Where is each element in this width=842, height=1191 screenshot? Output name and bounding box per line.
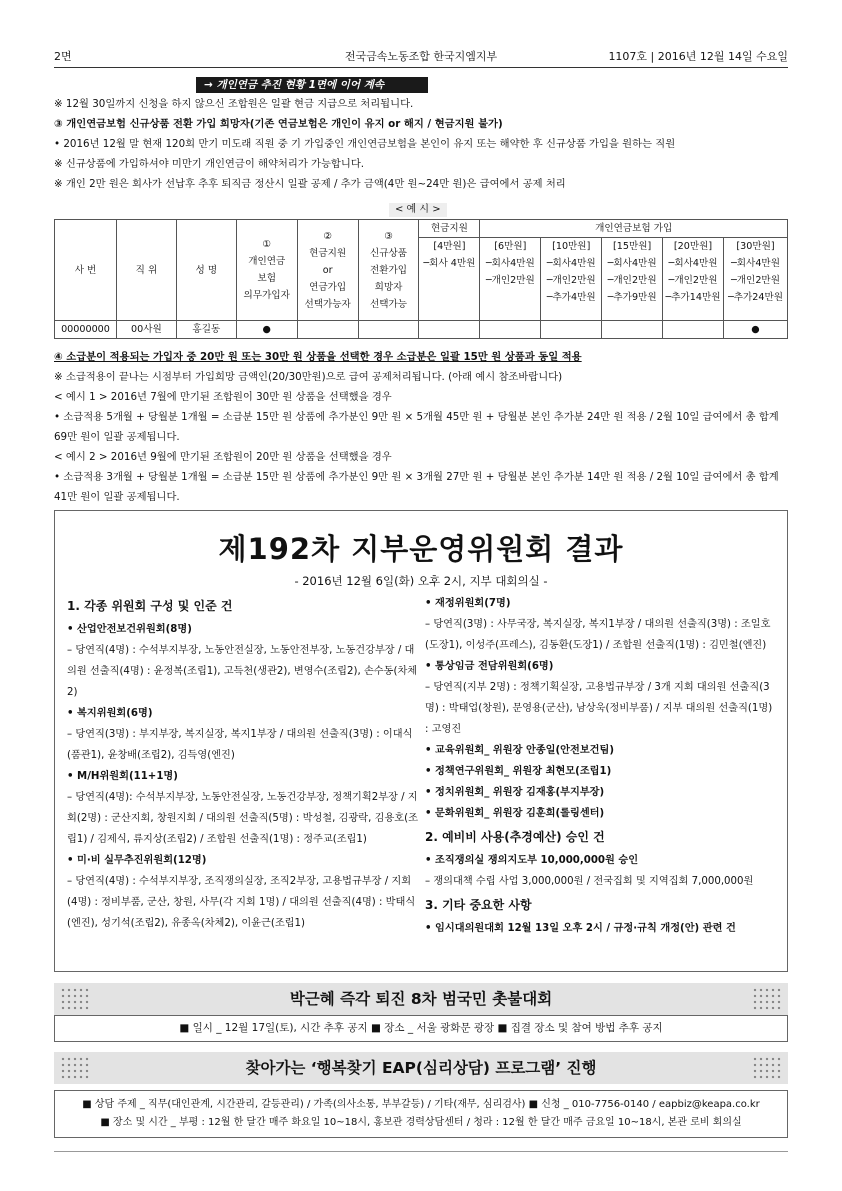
intro-line: ※ 개인 2만 원은 회사가 선납후 추후 퇴직금 정산시 일괄 공제 / 추가 금액(4만 원~24만 원)은 급여에서 공제 처리	[54, 178, 566, 190]
cell-plan-4	[419, 321, 480, 339]
example-label: < 예 시 >	[389, 203, 447, 217]
page-number: 2면	[54, 50, 72, 63]
intro-line: ※ 신규상품에 가입하셔야 미만기 개인연금이 해약처리가 가능합니다.	[54, 158, 365, 170]
committee-text: – 당연직(지부 2명) : 정책기획실장, 고용법규부장 / 3개 지회 대의원 선출직(3명) : 박태업(창원), 문영용(군산), 남상욱(정비부품) / 지부 대의원 선출직(1명) : 고영진	[425, 682, 773, 735]
committee-item: • 정책연구위원회_ 위원장 최현모(조립1)	[425, 766, 612, 777]
header-option3: ③ 신규상품 전환가입 희망자 선택가능	[358, 220, 419, 321]
issue-info: 1107호 | 2016년 12월 14일 수요일	[608, 50, 788, 63]
committee-title: • 복지위원회(6명)	[67, 708, 153, 719]
example2-title: < 예시 2 > 2016년 9월에 만기된 조합원이 20만 원 상품을 선택했을 경우	[54, 451, 392, 463]
cell-name: 홍길동	[176, 321, 236, 339]
table-row	[55, 321, 788, 339]
cell-position: 00사원	[116, 321, 176, 339]
committee-item: • 정치위원회_ 위원장 김재홍(부지부장)	[425, 787, 605, 798]
committee-text: – 당연직(4명) : 수석부지부장, 노동안전실장, 노동안전부장, 노동건강부장 / 대의원 선출직(4명) : 윤정복(조립1), 고득천(생관2), 변영수(조립2), 손수동(차체2)	[67, 645, 418, 698]
header-cash: 현금지원	[419, 220, 480, 238]
plan-10: [10만원] ─회사4만원 ─개인2만원 ─추가4만원	[541, 238, 602, 321]
cell-option3	[358, 321, 419, 339]
committee-text: – 당연직(3명) : 부지부장, 복지실장, 복지1부장 / 대의원 선출직(3명) : 이대식(품관1), 윤창배(조립2), 김득영(엔진)	[67, 729, 413, 761]
eap-line2: ■ 장소 및 시간 _ 부평 : 12월 한 달간 매주 화요일 10~18시, 홍보관 경력상담센터 / 청라 : 12월 한 달간 매주 금요일 10~18시, 본관 로비 회의실	[100, 1117, 742, 1128]
rally-info	[54, 1015, 788, 1042]
budget-text: – 쟁의대책 수립 사업 3,000,000원 / 전국집회 및 지역집회 7,000,000원	[425, 876, 754, 887]
meeting-left-column	[67, 593, 419, 934]
intro-line: • 2016년 12월 말 현재 120회 만기 미도래 직원 중 기 가입중인 개인연금보험을 본인이 유지 또는 해약한 후 신규상품 가입을 원하는 직원	[54, 138, 676, 150]
cell-option2	[297, 321, 358, 339]
example1-text: • 소급적용 5개월 + 당월분 1개월 = 소급분 15만 원 상품에 추가분인 9만 원 × 5개월 45만 원 + 당월분 본인 추가분 24만 원 적용 / 2월 10일 급여에서 총 합계 69만 원이 일괄 공제됩니다.	[54, 411, 779, 443]
cell-plan-20	[663, 321, 724, 339]
committee-title: • M/H위원회(11+1명)	[67, 771, 178, 782]
other-item: • 임시대의원대회 12월 13일 오후 2시 / 규정·규칙 개정(안) 관련 건	[425, 923, 736, 934]
committee-title: • 산업안전보건위원회(8명)	[67, 624, 192, 635]
plan-6: [6만원] ─회사4만원 ─개인2만원	[480, 238, 541, 321]
section4	[54, 347, 788, 507]
committee-title: • 미·비 실무추진위원회(12명)	[67, 855, 207, 866]
meeting-results-box	[54, 510, 788, 972]
plan-15: [15만원] ─회사4만원 ─개인2만원 ─추가9만원	[602, 238, 663, 321]
org-name: 전국금속노동조합 한국지엠지부	[344, 50, 498, 63]
committee-text: – 당연직(4명) : 수석부지부장, 조직쟁의실장, 조직2부장, 고용법규부장 / 지회(4명) : 정비부품, 군산, 창원, 사무(각 지회 1명) / 대의원 선출직(4명) : 박태식(엔진), 성기석(조립2), 유종옥(차체2), 이윤근(조립1)	[67, 876, 416, 929]
header-name: 성 명	[176, 220, 236, 321]
budget-item: • 조직쟁의실 쟁의지도부 10,000,000원 승인	[425, 855, 639, 866]
committee-item: • 문화위원회_ 위원장 김훈희(롤링센터)	[425, 808, 605, 819]
header-position: 직 위	[116, 220, 176, 321]
item3-heading: 3. 기타 중요한 사항	[425, 898, 532, 912]
intro-section	[54, 94, 788, 194]
intro-heading: ③ 개인연금보험 신규상품 전환 가입 희망자(기존 연금보험은 개인이 유지 or 해지 / 현금지원 불가)	[54, 118, 503, 130]
meeting-title: 제192차 지부운영위원회 결과	[218, 532, 624, 566]
cell-option1: ●	[236, 321, 297, 339]
page-header	[54, 50, 788, 68]
example-table	[54, 219, 788, 339]
cell-plan-10	[541, 321, 602, 339]
cell-plan-6	[480, 321, 541, 339]
eap-info	[54, 1090, 788, 1138]
header-option2: ② 현금지원 or 연금가입 선택가능자	[297, 220, 358, 321]
example1-title: < 예시 1 > 2016년 7월에 만기된 조합원이 30만 원 상품을 선택했을 경우	[54, 391, 392, 403]
item1-heading: 1. 각종 위원회 구성 및 인준 건	[67, 599, 233, 613]
plan-4: [4만원] ─회사 4만원	[419, 238, 480, 321]
meeting-right-column	[425, 593, 775, 939]
plan-20: [20만원] ─회사4만원 ─개인2만원 ─추가14만원	[663, 238, 724, 321]
footer-divider	[54, 1151, 788, 1152]
rally-info-text: ■ 일시 _ 12월 17일(토), 시간 추후 공지 ■ 장소 _ 서울 광화문 광장 ■ 집결 장소 및 참여 방법 추후 공지	[179, 1022, 663, 1034]
rally-title: 박근혜 즉각 퇴진 8차 범국민 촛불대회	[54, 983, 788, 1015]
committee-text: – 당연직(4명): 수석부지부장, 노동안전실장, 노동건강부장, 정책기획2부장 / 지회(2명) : 군산지회, 창원지회 / 대의원 선출직(5명) : 박성철, 김광락, 김용호(조립1) / 김제식, 류지상(조립2) / 조합원 선출직(1명) : 정주교(조립1)	[67, 792, 418, 845]
intro-line: ※ 12월 30일까지 신청을 하지 않으신 조합원은 일괄 현금 지급으로 처리됩니다.	[54, 98, 414, 110]
committee-item: • 교육위원회_ 위원장 안종일(안전보건팀)	[425, 745, 615, 756]
plan-30: [30만원] ─회사4만원 ─개인2만원 ─추가24만원	[723, 238, 787, 321]
header-pension: 개인연금보험 가입	[480, 220, 788, 238]
continued-banner: → 개인연금 추진 현황 1면에 이어 계속	[196, 77, 428, 93]
cell-plan-30: ●	[723, 321, 787, 339]
meeting-subtitle: - 2016년 12월 6일(화) 오후 2시, 지부 대회의실 -	[294, 574, 548, 588]
eap-title: 찾아가는 ‘행복찾기 EAP(심리상담) 프로그램’ 진행	[54, 1052, 788, 1084]
header-option1: ① 개인연금 보험 의무가입자	[236, 220, 297, 321]
committee-title: • 재정위원회(7명)	[425, 598, 511, 609]
committee-title: • 통상임금 전담위원회(6명)	[425, 661, 554, 672]
cell-sabun: 00000000	[55, 321, 117, 339]
item2-heading: 2. 예비비 사용(추경예산) 승인 건	[425, 830, 605, 844]
committee-text: – 당연직(3명) : 사무국장, 복지실장, 복지1부장 / 대의원 선출직(3명) : 조일호(도장1), 이성주(프레스), 김동환(도장1) / 조합원 선출직(1명) : 김민철(엔진)	[425, 619, 771, 651]
section4-note: ※ 소급적용이 끝나는 시점부터 가입희망 금액인(20/30만원)으로 급여 공제처리됩니다. (아래 예시 참조바랍니다)	[54, 371, 563, 383]
section4-heading: ④ 소급분이 적용되는 가입자 중 20만 원 또는 30만 원 상품을 선택한 경우 소급분은 일괄 15만 원 상품과 동일 적용	[54, 351, 582, 363]
cell-plan-15	[602, 321, 663, 339]
header-sabun: 사 번	[55, 220, 117, 321]
example2-text: • 소급적용 3개월 + 당월분 1개월 = 소급분 15만 원 상품에 추가분인 9만 원 × 3개월 27만 원 + 당월분 본인 추가분 14만 원 적용 / 2월 10일 급여에서 총 합계 41만 원이 일괄 공제됩니다.	[54, 471, 779, 503]
eap-line1: ■ 상담 주제 _ 직무(대인관계, 시간관리, 갈등관리) / 가족(의사소통, 부부갈등) / 기타(재무, 심리검사) ■ 신청 _ 010-7756-0140 / eapbiz@keapa.co.kr	[82, 1099, 760, 1110]
